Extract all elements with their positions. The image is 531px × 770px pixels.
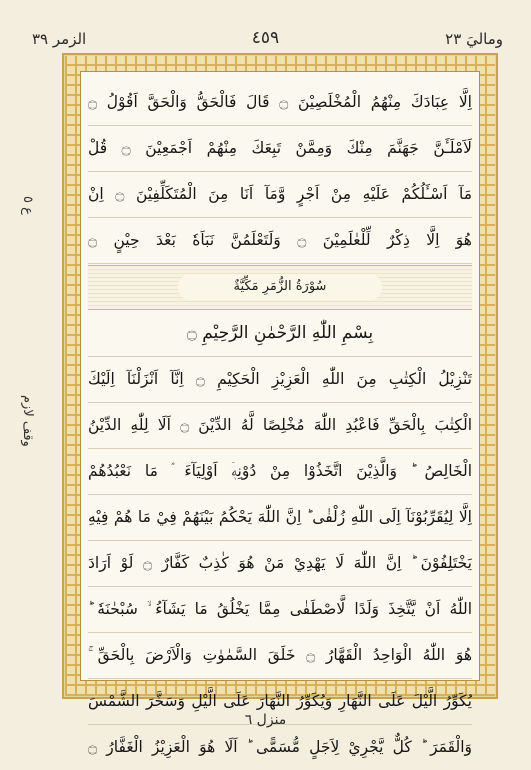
surah-title: سُوْرَةُ الزُّمَرِ مَكِّيَّةٌ <box>178 274 382 300</box>
text-line: يَخْتَلِفُوْنَ ؕ اِنَّ اللّٰهَ لَا يَهْدِيْ مَنْ هُوَ كٰذِبٌ كَفَّارٌ ۝ لَوْ اَرَادَ <box>88 541 472 587</box>
surah-header-band <box>88 265 472 310</box>
text-line: اللّٰهُ اَنْ يَّتَّخِذَ وَلَدًا لَّاصْطَفٰى مِمَّا يَخْلُقُ مَا يَشَآءُ ۙ سُبْحٰنَهٗ ؕ <box>88 587 472 633</box>
text-line: لَاَمْلَـَٔنَّ جَهَنَّمَ مِنْكَ وَمِمَّنْ تَبِعَكَ مِنْهُمْ اَجْمَعِيْنَ ۝ قُلْ <box>88 126 472 172</box>
text-line: الْكِتٰبَ بِالْحَقِّ فَاعْبُدِ اللّٰهَ مُخْلِصًا لَّهُ الدِّيْنَ ۝ اَلَا لِلّٰهِ الدِّيْنُ <box>88 403 472 449</box>
page-number: ٤٥٩ <box>251 28 280 48</box>
text-line: اِلَّا عِبَادَكَ مِنْهُمُ الْمُخْلَصِيْنَ ۝ قَالَ فَالْحَقُّ وَالْحَقَّ اَقُوْلُ ۝ <box>88 80 472 126</box>
text-line: اِلَّا لِيُقَرِّبُوْنَآ اِلَى اللّٰهِ زُلْفٰى ؕ اِنَّ اللّٰهَ يَحْكُمُ بَيْنَهُمْ فِيْ مَا هُمْ فِيْهِ <box>88 495 472 541</box>
text-lines <box>88 80 472 770</box>
text-line: مَآ اَسْـَٔلُكُمْ عَلَيْهِ مِنْ اَجْرٍ وَّمَآ اَنَا مِنَ الْمُتَكَلِّفِيْنَ ۝ اِنْ <box>88 172 472 218</box>
header-para-name: وماليَ ٢٣ <box>445 30 503 48</box>
header-surah-name: الزمر ٣٩ <box>32 30 87 48</box>
manzil-footer: منزل ٦ <box>244 712 287 728</box>
ruku-marker: ع ٥ <box>20 196 35 215</box>
text-line: الْخَالِصُ ؕ وَالَّذِيْنَ اتَّخَذُوْا مِنْ دُوْنِهٖۤ اَوْلِيَآءَ ۘ مَا نَعْبُدُهُمْ <box>88 449 472 495</box>
waqf-marker: وقف لازم <box>20 395 35 447</box>
text-line: وَالْقَمَرَ ؕ كُلٌّ يَّجْرِيْ لِاَجَلٍ مُّسَمًّى ؕ اَلَا هُوَ الْعَزِيْزُ الْغَفَّارُ ۝ <box>88 738 472 756</box>
text-line: هُوَ اللّٰهُ الْوَاحِدُ الْقَهَّارُ ۝ خَلَقَ السَّمٰوٰتِ وَالْاَرْضَ بِالْحَقِّ ۚ <box>88 633 472 679</box>
text-line: يُكَوِّرُ الَّيْلَ عَلَى النَّهَارِ وَيُكَوِّرُ النَّهَارَ عَلَى الَّيْلِ وَسَخَّرَ الشَّمْسَ <box>88 679 472 725</box>
text-line: تَنْزِيْلُ الْكِتٰبِ مِنَ اللّٰهِ الْعَزِيْزِ الْحَكِيْمِ ۝ اِنَّآ اَنْزَلْنَآ اِلَيْكَ <box>88 357 472 403</box>
basmala: بِسْمِ اللّٰهِ الرَّحْمٰنِ الرَّحِيْمِ ۝ <box>88 311 472 357</box>
text-line: هُوَ اِلَّا ذِكْرٌ لِّلْعٰلَمِيْنَ ۝ وَلَتَعْلَمُنَّ نَبَاَهٗ بَعْدَ حِيْنٍ ۝ <box>88 218 472 264</box>
